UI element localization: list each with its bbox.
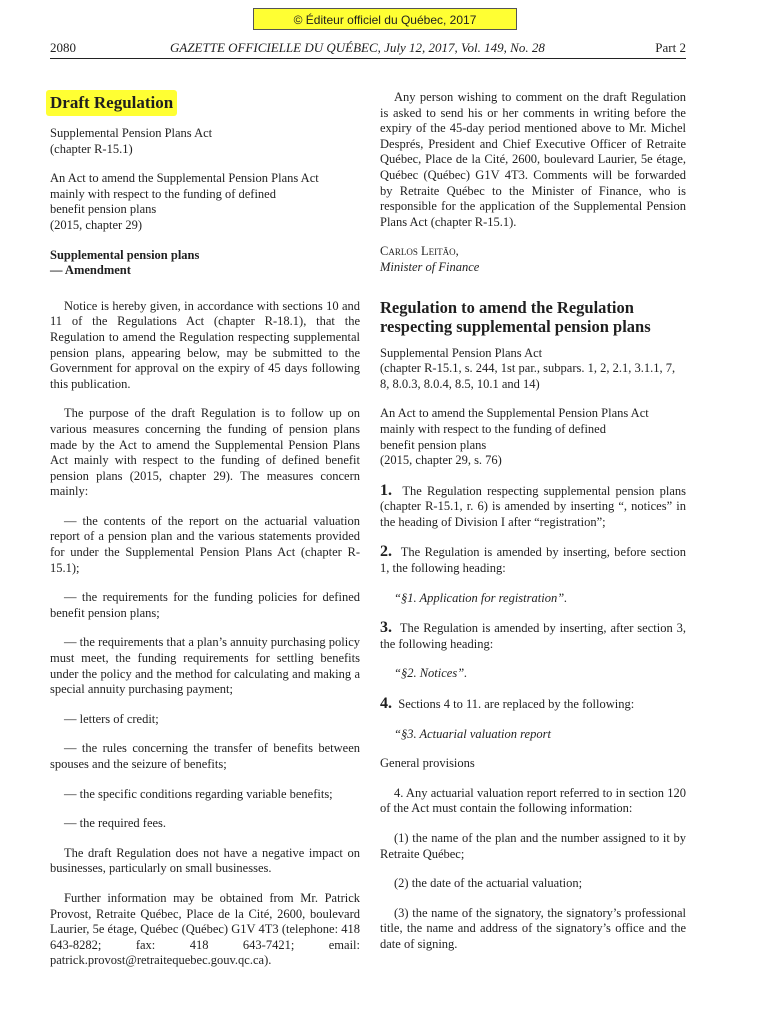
info-item: (2) the date of the actuarial valuation; xyxy=(394,876,583,891)
notice-paragraph: Notice is hereby given, in accordance with sections 10 and 11 of the Regulations Act (chapter R-18.1), that the Regulation to amend the Regulation respecting supplemental pension plans, appearing below, may be submitted to the Government for approval on the expiry of 45 days following this publication. xyxy=(50,298,360,391)
actuarial-heading: “§3. Actuarial valuation report xyxy=(394,726,551,741)
amending-line: (2015, chapter 29, s. 76) xyxy=(380,453,502,468)
measure-item: — the required fees. xyxy=(64,816,167,831)
amending-line: mainly with respect to the funding of defined xyxy=(380,421,606,436)
right-column xyxy=(380,90,686,967)
header-rule xyxy=(50,58,686,59)
measure-item: — the specific conditions regarding variable benefits; xyxy=(64,786,333,801)
measure-item: — letters of credit; xyxy=(64,711,159,726)
info-item: (1) the name of the plan and the number assigned to it by Retraite Québec; xyxy=(380,831,686,861)
amending-line: An Act to amend the Supplemental Pension Plans Act xyxy=(380,406,649,421)
enabling-provisions xyxy=(380,346,686,393)
section-2 xyxy=(380,544,686,576)
section-1 xyxy=(380,483,686,531)
amending-act-line: An Act to amend the Supplemental Pension Plans Act xyxy=(50,171,319,186)
act-name: Supplemental Pension Plans Act xyxy=(50,126,213,140)
info-item: (3) the name of the signatory, the signatory’s professional title, the name and address of the signatory’s office and the date of signing. xyxy=(380,905,686,951)
left-column xyxy=(50,90,360,983)
section-number: 4. xyxy=(380,695,392,713)
amending-act-line: mainly with respect to the funding of defined xyxy=(50,186,276,201)
section-text: The Regulation respecting supplemental pension plans (chapter R-15.1, r. 6) is amended by inserting “, notices” in the heading of Division I after “registration”; xyxy=(380,483,686,529)
copyright-banner: © Éditeur officiel du Québec, 2017 xyxy=(253,8,517,30)
signature-block xyxy=(380,244,686,275)
gazette-title: GAZETTE OFFICIELLE DU QUÉBEC, July 12, 2017, Vol. 149, No. 28 xyxy=(170,40,545,55)
amending-act-line: benefit pension plans xyxy=(50,202,157,217)
amending-act xyxy=(50,171,360,233)
amending-act-reference xyxy=(380,406,686,468)
subject-line: — Amendment xyxy=(50,263,131,278)
section-3-heading: “§2. Notices”. xyxy=(394,666,468,681)
measure-item: — the contents of the report on the actuarial valuation report of a pension plan and the various statements provided for under the Supplemental Pension Plans Act (chapter R-15.1); xyxy=(50,513,360,575)
act-chapter: (chapter R-15.1) xyxy=(50,141,133,156)
enabling-line: Supplemental Pension Plans Act xyxy=(380,345,543,360)
section-number: 1. xyxy=(380,481,392,499)
signatory-name: Carlos Leitão, xyxy=(380,244,459,259)
part-label: Part 2 xyxy=(655,40,686,55)
section-number: 3. xyxy=(380,619,392,637)
general-provisions-heading: General provisions xyxy=(380,756,475,771)
amending-line: benefit pension plans xyxy=(380,437,487,452)
section-4 xyxy=(380,696,686,713)
regulation-title: Regulation to amend the Regulation respecting supplemental pension plans xyxy=(380,297,651,336)
comment-paragraph: Any person wishing to comment on the draft Regulation is asked to send his or her comments in writing before the expiry of the 45-day period mentioned above to Mr. Michel Després, President and Chief Executive Officer of Retraite Québec, Place de la Cité, 2600, boulevard Laurier, 5e étage, Québec (Québec) G1V 4T3. Comments will be forwarded by Retraite Québec to the Minister of Finance, who is responsible for the application of the Supplemental Pension Plans Act (chapter R-15.1). xyxy=(380,90,686,229)
enabling-line: (chapter R-15.1, s. 244, 1st par., subpars. 1, 2, 2.1, 3.1.1, 7, 8, 8.0.3, 8.0.4, 8.5, 10.1 and 14) xyxy=(380,361,676,391)
signatory-title: Minister of Finance xyxy=(380,259,480,274)
section-text: The Regulation is amended by inserting, before section 1, the following heading: xyxy=(380,545,687,576)
article-4: 4. Any actuarial valuation report referred to in section 120 of the Act must contain the following information: xyxy=(380,785,686,816)
page-number: 2080 xyxy=(50,40,76,55)
section-text: Sections 4 to 11. are replaced by the following: xyxy=(398,697,635,712)
impact-paragraph: The draft Regulation does not have a negative impact on businesses, particularly on small businesses. xyxy=(50,845,360,876)
draft-regulation-label: Draft Regulation xyxy=(46,90,177,116)
section-2-heading: “§1. Application for registration”. xyxy=(394,590,568,605)
measure-item: — the requirements that a plan’s annuity purchasing policy must meet, the funding requirements for settling benefits under the policy and the method for calculating and making a special annuity purchasing payment; xyxy=(50,635,360,697)
enabling-act xyxy=(50,126,360,157)
section-text: The Regulation is amended by inserting, after section 3, the following heading: xyxy=(380,621,686,651)
measure-item: — the requirements for the funding policies for defined benefit pension plans; xyxy=(50,590,360,620)
purpose-paragraph: The purpose of the draft Regulation is to follow up on various measures concerning the funding of pension plans made by the Act to amend the Supplemental Pension Plans Act mainly with respect to the funding of defined benefit pension plans (2015, chapter 29). The measures concern mainly: xyxy=(50,406,360,499)
subject-heading xyxy=(50,248,360,279)
section-3 xyxy=(380,620,686,652)
measure-item: — the rules concerning the transfer of benefits between spouses and the seizure of benefits; xyxy=(50,741,360,771)
subject-line: Supplemental pension plans xyxy=(50,247,200,262)
amending-act-line: (2015, chapter 29) xyxy=(50,217,142,232)
contact-paragraph: Further information may be obtained from Mr. Patrick Provost, Retraite Québec, Place de la Cité, 2600, boulevard Laurier, 5e étage, Québec (Québec) G1V 4T3 (telephone: 418 643-8282; fax: 418 643-7421; email: patrick.provost@retraitequebec.gouv.qc.ca). xyxy=(50,890,360,968)
section-number: 2. xyxy=(380,543,392,561)
